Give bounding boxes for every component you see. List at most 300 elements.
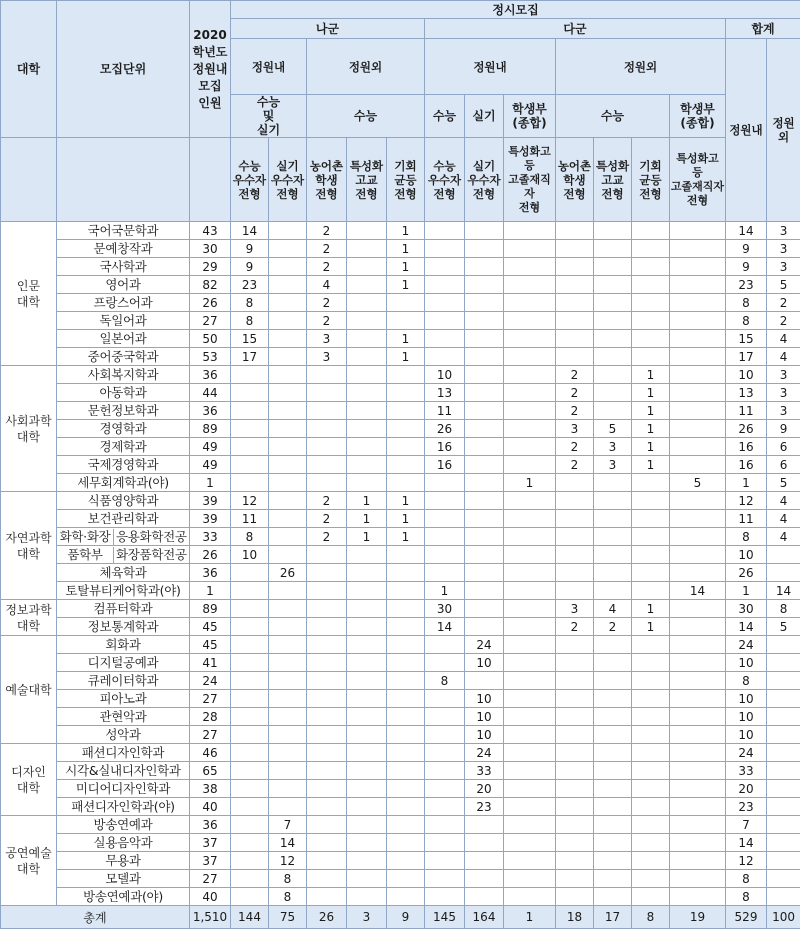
value-cell	[556, 294, 594, 312]
value-cell: 2	[556, 402, 594, 420]
value-cell	[670, 690, 726, 708]
value-cell: 2	[307, 294, 347, 312]
value-cell	[231, 744, 269, 762]
value-cell	[556, 726, 594, 744]
value-cell	[231, 582, 269, 600]
value-cell	[307, 798, 347, 816]
value-cell	[670, 816, 726, 834]
value-cell: 2	[307, 258, 347, 276]
value-cell: 1	[347, 510, 387, 528]
value-cell	[425, 870, 465, 888]
value-cell: 10	[465, 708, 504, 726]
value-cell: 2	[767, 294, 800, 312]
value-cell	[632, 546, 670, 564]
value-cell	[347, 762, 387, 780]
value-cell: 1	[726, 474, 767, 492]
quota-cell: 33	[190, 528, 231, 546]
value-cell	[594, 798, 632, 816]
value-cell: 26	[726, 564, 767, 582]
unit-cell: 회화과	[57, 636, 190, 654]
quota-cell: 27	[190, 726, 231, 744]
value-cell	[465, 456, 504, 474]
value-cell	[269, 222, 307, 240]
value-cell	[269, 546, 307, 564]
unit-cell: 국사학과	[57, 258, 190, 276]
value-cell	[269, 474, 307, 492]
value-cell	[632, 564, 670, 582]
value-cell: 4	[767, 528, 800, 546]
value-cell	[231, 600, 269, 618]
quota-cell: 46	[190, 744, 231, 762]
unit-cell: 큐레이터학과	[57, 672, 190, 690]
value-cell	[387, 384, 425, 402]
value-cell	[670, 258, 726, 276]
value-cell: 14	[231, 222, 269, 240]
value-cell: 11	[231, 510, 269, 528]
value-cell	[231, 726, 269, 744]
value-cell	[504, 672, 556, 690]
table-row	[1, 474, 800, 492]
value-cell	[670, 672, 726, 690]
value-cell	[632, 240, 670, 258]
value-cell	[347, 564, 387, 582]
value-cell	[504, 726, 556, 744]
value-cell	[556, 870, 594, 888]
value-cell	[594, 222, 632, 240]
value-cell	[504, 294, 556, 312]
value-cell	[594, 636, 632, 654]
value-cell: 26	[726, 420, 767, 438]
value-cell	[269, 600, 307, 618]
quota-cell: 65	[190, 762, 231, 780]
value-cell: 1	[632, 618, 670, 636]
table-body	[1, 222, 800, 906]
table-row	[1, 564, 800, 582]
value-cell	[767, 672, 800, 690]
header-da-in-hak: 학생부 (종합)	[504, 95, 556, 138]
table-row	[1, 726, 800, 744]
value-cell	[767, 564, 800, 582]
value-cell	[307, 780, 347, 798]
value-cell: 12	[269, 852, 307, 870]
value-cell	[767, 816, 800, 834]
value-cell	[504, 384, 556, 402]
value-cell	[231, 564, 269, 582]
value-cell	[231, 654, 269, 672]
value-cell	[307, 708, 347, 726]
value-cell: 15	[231, 330, 269, 348]
table-row	[1, 816, 800, 834]
value-cell: 8	[231, 312, 269, 330]
value-cell: 1	[632, 438, 670, 456]
table-header	[1, 1, 800, 222]
value-cell	[387, 798, 425, 816]
value-cell	[231, 870, 269, 888]
value-cell	[504, 402, 556, 420]
value-cell: 3	[767, 240, 800, 258]
value-cell	[556, 258, 594, 276]
value-cell	[307, 582, 347, 600]
col-do-gihoe: 기회 균등 전형	[632, 138, 670, 222]
value-cell: 14	[726, 834, 767, 852]
table-row	[1, 258, 800, 276]
value-cell	[504, 546, 556, 564]
value-cell: 10	[726, 366, 767, 384]
total-cell: 145	[425, 906, 465, 929]
value-cell	[594, 726, 632, 744]
value-cell	[307, 384, 347, 402]
quota-cell: 36	[190, 402, 231, 420]
value-cell	[465, 438, 504, 456]
value-cell: 3	[556, 420, 594, 438]
unit-major-label: 응용화학전공	[114, 529, 187, 545]
value-cell	[347, 312, 387, 330]
total-row	[1, 906, 800, 929]
value-cell	[594, 744, 632, 762]
value-cell	[594, 690, 632, 708]
value-cell	[632, 762, 670, 780]
header-dagun: 다군	[425, 19, 726, 39]
table-row	[1, 312, 800, 330]
value-cell	[632, 348, 670, 366]
value-cell	[347, 672, 387, 690]
unit-cell: 국어국문학과	[57, 222, 190, 240]
value-cell	[387, 600, 425, 618]
unit-cell: 아동학과	[57, 384, 190, 402]
value-cell	[307, 546, 347, 564]
value-cell: 13	[425, 384, 465, 402]
unit-cell: 패션디자인학과	[57, 744, 190, 762]
value-cell: 14	[425, 618, 465, 636]
value-cell	[269, 762, 307, 780]
value-cell	[504, 528, 556, 546]
table-row	[1, 384, 800, 402]
header-jungsi: 정시모집	[231, 1, 800, 19]
value-cell	[594, 816, 632, 834]
value-cell	[556, 222, 594, 240]
value-cell	[504, 258, 556, 276]
value-cell	[670, 744, 726, 762]
table-row	[1, 582, 800, 600]
value-cell: 1	[387, 240, 425, 258]
value-cell	[632, 816, 670, 834]
unit-cell: 문헌정보학과	[57, 402, 190, 420]
value-cell: 1	[347, 528, 387, 546]
col-da-silgi: 실기 우수자 전형	[465, 138, 504, 222]
value-cell: 3	[767, 258, 800, 276]
unit-cell: 일본어과	[57, 330, 190, 348]
value-cell	[504, 636, 556, 654]
univ-cell: 인문 대학	[1, 222, 57, 366]
value-cell	[504, 312, 556, 330]
unit-cell: 식품영양학과	[57, 492, 190, 510]
value-cell	[670, 348, 726, 366]
value-cell	[387, 456, 425, 474]
value-cell	[556, 546, 594, 564]
value-cell: 24	[465, 636, 504, 654]
value-cell	[269, 528, 307, 546]
value-cell	[465, 618, 504, 636]
value-cell	[670, 276, 726, 294]
value-cell: 1	[387, 528, 425, 546]
value-cell: 5	[767, 618, 800, 636]
value-cell: 2	[307, 312, 347, 330]
value-cell	[670, 708, 726, 726]
value-cell	[387, 564, 425, 582]
unit-major-label: 화장품학전공	[114, 547, 187, 563]
total-cell: 8	[632, 906, 670, 929]
value-cell	[347, 240, 387, 258]
value-cell	[231, 852, 269, 870]
value-cell	[387, 744, 425, 762]
value-cell	[269, 366, 307, 384]
unit-cell	[57, 546, 190, 564]
quota-cell: 45	[190, 636, 231, 654]
value-cell	[425, 510, 465, 528]
value-cell	[670, 726, 726, 744]
value-cell	[465, 492, 504, 510]
value-cell	[670, 222, 726, 240]
value-cell	[767, 690, 800, 708]
value-cell	[387, 402, 425, 420]
value-cell: 8	[726, 672, 767, 690]
value-cell	[347, 330, 387, 348]
table-row	[1, 348, 800, 366]
value-cell	[632, 744, 670, 762]
value-cell	[347, 852, 387, 870]
quota-cell: 82	[190, 276, 231, 294]
value-cell	[387, 654, 425, 672]
unit-cell: 정보통계학과	[57, 618, 190, 636]
value-cell: 4	[767, 330, 800, 348]
value-cell	[307, 564, 347, 582]
value-cell	[307, 600, 347, 618]
quota-cell: 89	[190, 600, 231, 618]
value-cell: 12	[726, 492, 767, 510]
value-cell: 26	[269, 564, 307, 582]
value-cell	[387, 780, 425, 798]
value-cell	[387, 312, 425, 330]
value-cell: 3	[594, 438, 632, 456]
value-cell	[231, 780, 269, 798]
value-cell	[307, 402, 347, 420]
value-cell	[670, 834, 726, 852]
value-cell: 20	[465, 780, 504, 798]
value-cell	[504, 744, 556, 762]
total-cell: 164	[465, 906, 504, 929]
value-cell	[269, 294, 307, 312]
value-cell	[556, 798, 594, 816]
value-cell	[465, 330, 504, 348]
value-cell	[387, 870, 425, 888]
value-cell: 9	[726, 240, 767, 258]
value-cell: 5	[670, 474, 726, 492]
table-row	[1, 744, 800, 762]
value-cell	[425, 816, 465, 834]
value-cell	[556, 348, 594, 366]
value-cell: 12	[726, 852, 767, 870]
value-cell	[594, 348, 632, 366]
value-cell	[465, 546, 504, 564]
value-cell	[556, 564, 594, 582]
value-cell	[347, 420, 387, 438]
value-cell	[465, 420, 504, 438]
value-cell: 1	[387, 330, 425, 348]
value-cell: 1	[504, 474, 556, 492]
value-cell: 5	[767, 276, 800, 294]
value-cell: 14	[269, 834, 307, 852]
value-cell: 3	[767, 222, 800, 240]
value-cell	[632, 726, 670, 744]
header-da-in: 정원내	[425, 39, 556, 95]
value-cell	[231, 456, 269, 474]
value-cell	[594, 258, 632, 276]
value-cell: 1	[632, 402, 670, 420]
value-cell	[425, 222, 465, 240]
value-cell: 1	[632, 600, 670, 618]
value-cell	[556, 852, 594, 870]
value-cell	[231, 420, 269, 438]
value-cell	[269, 744, 307, 762]
value-cell: 1	[632, 420, 670, 438]
value-cell	[670, 528, 726, 546]
total-cell: 19	[670, 906, 726, 929]
value-cell: 30	[425, 600, 465, 618]
value-cell: 3	[767, 366, 800, 384]
table-row	[1, 798, 800, 816]
value-cell	[504, 600, 556, 618]
value-cell: 2	[556, 618, 594, 636]
value-cell	[347, 870, 387, 888]
value-cell: 10	[726, 690, 767, 708]
unit-cell: 세무회계학과(야)	[57, 474, 190, 492]
value-cell	[504, 582, 556, 600]
quota-cell: 29	[190, 258, 231, 276]
value-cell	[425, 276, 465, 294]
value-cell	[504, 798, 556, 816]
table-row	[1, 276, 800, 294]
unit-cell: 패션디자인학과(야)	[57, 798, 190, 816]
table-row	[1, 456, 800, 474]
value-cell	[269, 456, 307, 474]
header-da-out-hak: 학생부 (종합)	[670, 95, 726, 138]
value-cell	[632, 690, 670, 708]
total-cell: 3	[347, 906, 387, 929]
value-cell	[347, 816, 387, 834]
value-cell: 1	[387, 276, 425, 294]
table-row	[1, 654, 800, 672]
value-cell	[269, 780, 307, 798]
value-cell	[307, 618, 347, 636]
value-cell	[307, 672, 347, 690]
value-cell	[269, 690, 307, 708]
value-cell	[594, 240, 632, 258]
table-row	[1, 546, 800, 564]
value-cell	[504, 816, 556, 834]
col-do-tukgo: 특성화고 등 고졸재직자 전형	[670, 138, 726, 222]
value-cell	[347, 600, 387, 618]
value-cell	[465, 474, 504, 492]
value-cell: 1	[632, 456, 670, 474]
unit-cell: 컴퓨터학과	[57, 600, 190, 618]
value-cell	[231, 402, 269, 420]
header-na-in: 정원내	[231, 39, 307, 95]
unit-cell: 경제학과	[57, 438, 190, 456]
value-cell	[465, 672, 504, 690]
unit-cell: 디지털공예과	[57, 654, 190, 672]
value-cell	[594, 582, 632, 600]
value-cell: 3	[307, 330, 347, 348]
value-cell	[504, 510, 556, 528]
value-cell	[231, 816, 269, 834]
value-cell: 23	[726, 276, 767, 294]
value-cell: 5	[767, 474, 800, 492]
value-cell	[347, 276, 387, 294]
value-cell	[670, 798, 726, 816]
quota-cell: 40	[190, 888, 231, 906]
value-cell	[425, 330, 465, 348]
value-cell	[556, 492, 594, 510]
total-cell: 26	[307, 906, 347, 929]
value-cell	[465, 312, 504, 330]
value-cell: 4	[307, 276, 347, 294]
unit-cell: 방송연예과	[57, 816, 190, 834]
value-cell	[504, 870, 556, 888]
value-cell	[307, 762, 347, 780]
value-cell	[594, 312, 632, 330]
value-cell: 2	[556, 366, 594, 384]
value-cell	[556, 690, 594, 708]
value-cell	[465, 870, 504, 888]
value-cell	[632, 798, 670, 816]
value-cell: 10	[726, 654, 767, 672]
value-cell	[425, 798, 465, 816]
table-row	[1, 402, 800, 420]
unit-cell: 체육학과	[57, 564, 190, 582]
value-cell: 10	[465, 690, 504, 708]
header-univ: 대학	[1, 1, 57, 138]
value-cell: 9	[231, 258, 269, 276]
unit-cell: 프랑스어과	[57, 294, 190, 312]
table-row	[1, 780, 800, 798]
quota-cell: 45	[190, 618, 231, 636]
unit-cell: 미디어디자인학과	[57, 780, 190, 798]
value-cell	[231, 762, 269, 780]
table-row	[1, 240, 800, 258]
quota-cell: 27	[190, 690, 231, 708]
value-cell	[269, 240, 307, 258]
value-cell	[556, 708, 594, 726]
total-cell: 1,510	[190, 906, 231, 929]
value-cell	[347, 798, 387, 816]
value-cell	[767, 726, 800, 744]
value-cell	[504, 762, 556, 780]
value-cell	[231, 366, 269, 384]
unit-cell	[57, 528, 190, 546]
value-cell	[347, 474, 387, 492]
value-cell	[425, 312, 465, 330]
value-cell	[465, 294, 504, 312]
header-da-out-sub: 수능	[556, 95, 670, 138]
value-cell: 3	[307, 348, 347, 366]
value-cell	[670, 456, 726, 474]
value-cell	[632, 528, 670, 546]
col-na-nong: 농어촌 학생 전형	[307, 138, 347, 222]
value-cell	[465, 510, 504, 528]
value-cell: 7	[269, 816, 307, 834]
value-cell	[504, 708, 556, 726]
univ-cell: 공연예술 대학	[1, 816, 57, 906]
